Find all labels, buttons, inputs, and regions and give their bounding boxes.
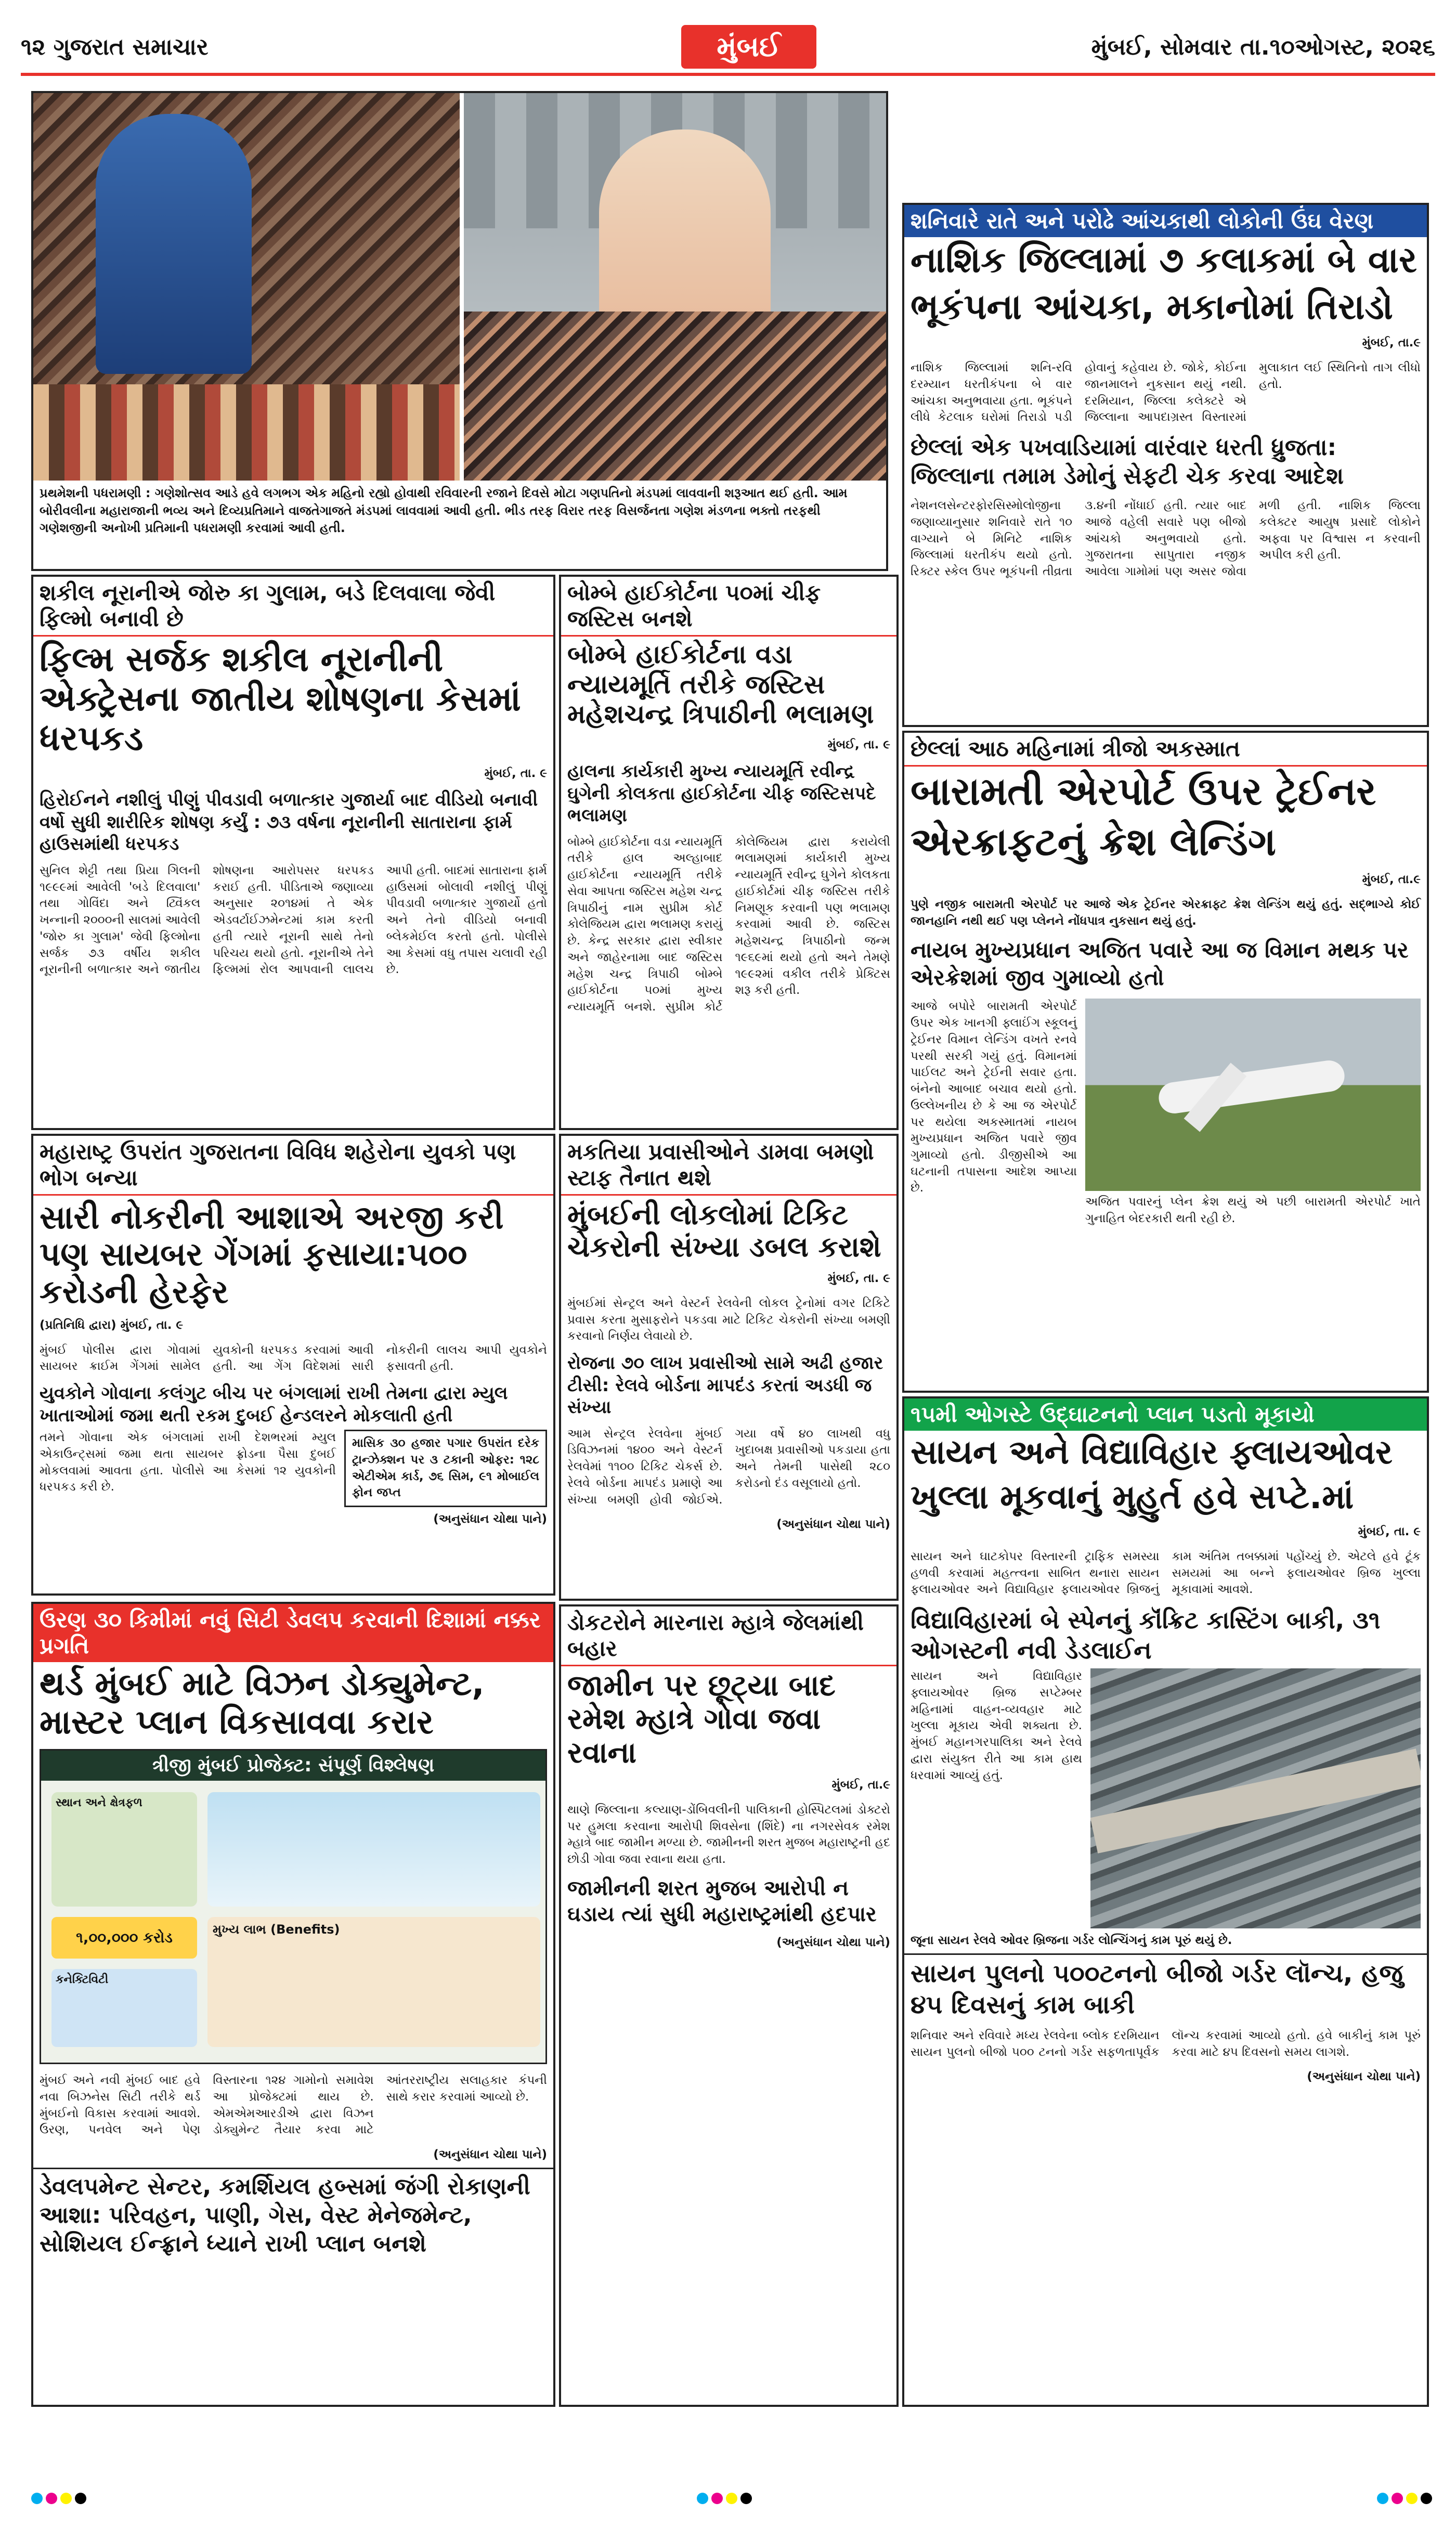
local-train-story bbox=[559, 1134, 899, 1601]
ganesh-photo-left bbox=[33, 93, 460, 481]
cyber-subhead: યુવકોને ગોવાના કલંગુટ બીચ પર બંગલામાં રાખી તેમના દ્વારા મ્યુલ ખાતાઓમાં જમા થતી રકમ દુબઈ હેન્ડલરને મોકલાતી હતી bbox=[40, 1383, 508, 1426]
local-body-2: આમ સેન્ટ્રલ રેલવેના મુંબઈ ડિવિઝનમાં ૧૪૦૦ અને વેસ્ટર્ન રેલવેમાં ૧૧૦૦ ટિકિટ ચેકર્સ છે. રેલવે બોર્ડના માપદંડ પ્રમાણે આ સંખ્યા બમણી હોવી જોઈએ. ગયા વર્ષે ૪૦ લાખથી વધુ ખુદાબક્ષ પ્રવાસીઓ પકડાયા હતા અને તેમની પાસેથી ૨૮૦ કરોડનો દંડ વસૂલાયો હતો. bbox=[567, 1427, 890, 1507]
page-header bbox=[21, 21, 1435, 76]
local-headline: મુંબઈની લોકલોમાં ટિકિટ ચેકરોની સંખ્યા ડબલ કરાશે bbox=[567, 1198, 881, 1264]
ganesh-photo-story bbox=[31, 91, 888, 571]
nashik-body: નાશિક જિલ્લામાં શનિ-રવિ દરમ્યાન ધરતીકંપના બે વાર આંચકા અનુભવાયા હતા. ભૂકંપને લીધે કેટલાક ઘરોમાં તિરાડો પડી હોવાનું કહેવાય છે. જોકે, કોઈના જાનમાલને નુકસાન થયું નથી. દરમિયાન, જિલ્લા કલેક્ટરે એ જિલ્લાના આપદાગ્રસ્ત વિસ્તારમાં મુલાકાત લઈ સ્થિતિનો તાગ લીધો હતો. bbox=[911, 361, 1421, 424]
sion-body: સાયન અને વિદ્યાવિહાર ફ્લાયઓવર બ્રિજ સપ્ટેમ્બર મહિનામાં વાહન-વ્યવહાર માટે ખુલ્લા મૂકાય એવી શક્યતા છે. મુંબઈ મહાનગરપાલિકા અને રેલવે દ્વારા સંયુક્ત રીતે આ કામ હાથ ધરવામાં આવ્યું હતું. bbox=[911, 1669, 1082, 1782]
shakeel-subhead: હિરોઈનને નશીલું પીણું પીવડાવી બળાત્કાર ગુજાર્યા બાદ વીડિયો બનાવી વર્ષો સુધી શારીરિક શોષણ કર્યું : ૭૩ વર્ષના નૂરાનીની સાતારાના ફાર્મ હાઉસમાંથી ધરપકડ bbox=[40, 789, 538, 855]
hc-body: બોમ્બે હાઈકોર્ટના વડા ન્યાયમૂર્તિ તરીકે હાલ અલ્હાબાદ હાઈકોર્ટના ન્યાયમૂર્તિ તરીકે સેવા આપતા જસ્ટિસ મહેશ ચન્દ્ર ત્રિપાઠીનું નામ સુપ્રીમ કોર્ટ કોલેજિયમ દ્વારા ભલામણ કરાયું છે. કેન્દ્ર સરકાર દ્વારા સ્વીકાર અને જાહેરનામા બાદ જસ્ટિસ મહેશ ચન્દ્ર ત્રિપાઠી બોમ્બે હાઈકોર્ટના ૫૦માં મુખ્ય ન્યાયમૂર્તિ બનશે. સુપ્રીમ કોર્ટ કોલેજિયમ દ્વારા કરાયેલી ભલામણમાં કાર્યકારી મુખ્ય ન્યાયમૂર્તિ રવીન્દ્ર ઘુગેને કોલકતા હાઈકોર્ટમાં ચીફ જસ્ટિસ તરીકે નિમણૂક કરવાની પણ ભલામણ કરવામાં આવી છે. જસ્ટિસ મહેશચન્દ્ર ત્રિપાઠીનો જન્મ ૧૯૬૯માં થયો હતો અને તેમણે ૧૯૯૨માં વકીલ તરીકે પ્રેક્ટિસ શરૂ કરી હતી. bbox=[567, 835, 890, 1014]
local-kicker: મકતિયા પ્રવાસીઓને ડામવા બમણો સ્ટાફ તૈનાત થશે bbox=[561, 1136, 896, 1196]
sion-subhead-2: સાયન પુલનો ૫૦૦ટનનો બીજો ગર્ડર લૉન્ચ, હજુ ૪૫ દિવસનું કામ બાકી bbox=[904, 1953, 1427, 2024]
baramati-lede: પુણે નજીક બારામતી એરપોર્ટ પર આજે એક ટ્રેઈનર એરક્રાફ્ટ ક્રેશ લેન્ડિંગ થયું હતું. સદ્‌ભાગ્યે કોઈ જાનહાનિ નથી થઈ પણ પ્લેનને નોંધપાત્ર નુકસાન થયું હતું. bbox=[911, 897, 1421, 928]
section-title: મુંબઈ bbox=[681, 25, 816, 69]
hc-subhead: હાલના કાર્યકારી મુખ્ય ન્યાયમૂર્તિ રવીન્દ્ર ઘુગેની કોલકતા હાઈકોર્ટના ચીફ જસ્ટિસપદે ભલામણ bbox=[567, 761, 876, 826]
cyber-headline: સારી નોકરીની આશાએ અરજી કરી પણ સાયબર ગેંગમાં ફસાયા:૫૦૦ કરોડની હેરફેર bbox=[40, 1198, 504, 1311]
sion-dateline: મુંબઈ, તા. ૯ bbox=[1358, 1525, 1421, 1539]
baramati-headline-2: એરક્રાફટનું ક્રેશ લેન્ડિંગ bbox=[911, 820, 1276, 865]
nashik-headline-1: નાશિક જિલ્લામાં ૭ કલાકમાં બે વાર bbox=[911, 240, 1418, 281]
hc-kicker: બોમ્બે હાઈકોર્ટના ૫૦માં ચીફ જસ્ટિસ બનશે bbox=[561, 577, 896, 637]
cyber-body-2: તમને ગોવાના એક બંગલામાં રાખી દેશભરમાં મ્યુલ એકાઉન્ટ્સમાં જમા થતા સાયબર ફ્રોડના પૈસા દુબઈ મોકલવામાં આવતા હતા. પોલીસે આ કેસમાં ૧૨ યુવકોની ધરપકડ કરી છે. bbox=[40, 1431, 336, 1494]
doctor-assault-story bbox=[559, 1604, 899, 2407]
sion-headline-2: ખુલ્લા મૂકવાનું મુહુર્ત હવે સપ્ટે.માં bbox=[911, 1478, 1354, 1517]
highcourt-story bbox=[559, 575, 899, 1130]
ganesh-caption: પ્રથમેશની પધરામણી : ગણેશોત્સવ આડે હવે લગભગ એક મહિનો રહ્યો હોવાથી રવિવારની રજાને દિવસે મોટા ગણપતિનો મંડપમાં લાવવાની શરૂઆત થઈ હતી. આમ બોરીવલીના મહારાજાની ભવ્ય અને દિવ્યપ્રતિમાને વાજતેગાજતે મંડપમાં લાવવામાં આવી હતી. ભીડ તરફ વિરાર તરફ વિસર્જનતા ગણેશ મંડળના ભક્તો તરફથી ગણેશજીની અનોખી પ્રતિમાની પધરામણી કરવામાં આવી હતી. bbox=[40, 486, 848, 536]
shakeel-body: સુનિલ શેટ્ટી તથા પ્રિયા ગિલની ૧૯૯૯માં આવેલી 'બડે દિલવાલા' તથા ગોવિંદા અને ટ્વિંકલ ખન્નાની ૨૦૦૦ની સાલમાં આવેલી 'જોરુ કા ગુલામ' જેવી ફિલ્મોના સર્જક ૭૩ વર્ષીય શકીલ નૂરાનીની બળાત્કાર અને જાતીય શોષણના આરોપસર ધરપકડ કરાઈ હતી. પીડિતાએ જણાવ્યા અનુસાર ૨૦૧૪માં તે એક એડવર્ટાઈઝમેન્ટમાં કામ કરતી હતી ત્યારે નૂરાની સાથે તેનો પરિચય થયો હતો. નૂરાનીએ તેને ફિલ્મમાં રોલ આપવાની લાલચ આપી હતી. બાદમાં સાતારાના ફાર્મ હાઉસમાં બોલાવી નશીલું પીણું પીવડાવી બળાત્કાર ગુજાર્યો હતો અને તેનો વીડિયો બનાવી બ્લેકમેઈલ કરતો હતો. પોલીસે આ કેસમાં વધુ તપાસ ચલાવી રહી છે. bbox=[40, 863, 547, 977]
third-mumbai-infographic bbox=[40, 1749, 547, 2064]
sion-headline-1: સાયન અને વિદ્યાવિહાર ફ્લાયઓવર bbox=[911, 1433, 1393, 1472]
nashik-story bbox=[902, 203, 1429, 727]
nashik-dateline: મુંબઈ, તા.૯ bbox=[1362, 336, 1421, 350]
doctor-subhead: જામીનની શરત મુજબ આરોપી ન ઘડાય ત્યાં સુધી મહારાષ્ટ્રમાંથી હદપાર bbox=[567, 1876, 877, 1926]
crowd-band-right bbox=[464, 312, 886, 481]
cyber-story bbox=[31, 1134, 555, 1596]
shakeel-dateline: મુંબઈ, તા. ૯ bbox=[484, 766, 547, 780]
infographic-map bbox=[51, 1792, 197, 1907]
sion-flyover-story bbox=[902, 1396, 1429, 2407]
baramati-body: આજે બપોરે બારામતી એરપોર્ટ ઉપર એક ખાનગી ફ્લાઈંગ સ્કૂલનું ટ્રેઈનર વિમાન લેન્ડિંગ વખતે રનવે પરથી સરકી ગયું હતું. વિમાનમાં પાઈલટ અને ટ્રેઈની સવાર હતા. બંનેનો આબાદ બચાવ થયો હતો. ઉલ્લેખનીય છે કે આ જ એરપોર્ટ પર થયેલા અકસ્માતમાં નાયબ મુખ્યપ્રધાન અજિત પવારે જીવ ગુમાવ્યો હતો. ડીજીસીએ આ ઘટનાની તપાસના આદેશ આપ્યા છે. bbox=[911, 1000, 1077, 1195]
cyber-continued: (અનુસંધાન ચોથા પાને) bbox=[433, 1512, 547, 1526]
nashik-headline-2: ભૂકંપના આંચકા, મકાનોમાં તિરાડો bbox=[911, 287, 1393, 328]
doctor-continued: (અનુસંધાન ચોથા પાને) bbox=[776, 1935, 890, 1949]
doctor-kicker: ડોકટરોને મારનારા મ્હાત્રે જેલમાંથી બહાર bbox=[561, 1606, 896, 1666]
page-number-paper-name: ૧૨ ગુજરાત સમાચાર bbox=[21, 34, 209, 60]
ganesh-photos bbox=[33, 93, 886, 481]
dateline: મુંબઈ, સોમવાર તા.૧૦ઓગસ્ટ, ૨૦૨૬ bbox=[1091, 34, 1435, 60]
nashik-body-2: નેશનલસેન્ટરફોરસિસ્મોલોજીના જણાવ્યાનુસાર શનિવારે રાતે ૧૦ વાગ્યાને બે મિનિટે નાશિક જિલ્લામાં ધરતીકંપ થયો હતો. રિક્ટર સ્કેલ ઉપર ભૂકંપની તીવ્રતા ૩.૪ની નોંધાઈ હતી. ત્યાર બાદ આજે વહેલી સવારે પણ બીજો આંચકો અનુભવાયો હતો. ગુજરાતના સાપુતારા નજીક આવેલા ગામોમાં પણ અસર જોવા મળી હતી. નાશિક જિલ્લા કલેક્ટર આયુષ પ્રસાદે લોકોને અફવા પર વિશ્વાસ ન કરવાની અપીલ કરી હતી. bbox=[911, 499, 1421, 578]
flyover-deck bbox=[1090, 1748, 1421, 1854]
hc-headline: બોમ્બે હાઈકોર્ટના વડા ન્યાયમૂર્તિ તરીકે જસ્ટિસ મહેશચન્દ્ર ત્રિપાઠીની ભલામણ bbox=[567, 639, 874, 729]
cyber-kicker: મહારાષ્ટ્ર ઉપરાંત ગુજરાતના વિવિધ શહેરોના યુવકો પણ ભોગ બન્યા bbox=[33, 1136, 553, 1196]
baramati-subhead: નાયબ મુખ્યપ્રધાન અજિત પવારે આ જ વિમાન મથક પર એરક્રેશમાં જીવ ગુમાવ્યો હતો bbox=[911, 937, 1409, 990]
local-continued: (અનુસંધાન ચોથા પાને) bbox=[776, 1518, 890, 1532]
nashik-subhead: છેલ્લાં એક પખવાડિયામાં વારંવાર ધરતી ધ્રુજતા: જિલ્લાના તમામ ડેમોનું સેફટી ચેક કરવા આદેશ bbox=[911, 434, 1344, 490]
registration-marks-center bbox=[697, 2493, 755, 2506]
doctor-body: થાણે જિલ્લાના કલ્યાણ-ડોંબિવલીની પાલિકાની હોસ્પિટલમાં ડોક્ટરો પર હુમલા કરવાના આરોપી શિવસેના (શિંદે) ના નગરસેવક રમેશ મ્હાત્રે બાદ જામીન મળ્યા છે. જામીનની શરત મુજબ મહારાષ્ટ્રની હદ છોડી ગોવા જવા રવાના થયા હતા. bbox=[567, 1803, 890, 1867]
baramati-photo-caption: અજિત પવારનું પ્લેન ક્રેશ થયું એ પછી બારામતી એરપોર્ટ ખાતે ગુનાહિત બેદરકારી થતી રહી છે. bbox=[1085, 1195, 1421, 1226]
doctor-dateline: મુંબઈ, તા.૯ bbox=[831, 1778, 890, 1792]
third-mumbai-story bbox=[31, 1602, 555, 2407]
infographic-skyline bbox=[207, 1792, 540, 1907]
shakeel-story bbox=[31, 575, 555, 1130]
local-subhead: રોજના ૭૦ લાખ પ્રવાસીઓ સામે અઢી હજાર ટીસી: રેલવે બોર્ડના માપદંડ કરતાં અડધી જ સંખ્યા bbox=[567, 1353, 883, 1418]
baramati-kicker: છેલ્લાં આઠ મહિનામાં ત્રીજો અકસ્માત bbox=[904, 733, 1427, 767]
sion-lede: સાયન અને ઘાટકોપર વિસ્તારની ટ્રાફિક સમસ્યા હળવી કરવામાં મહત્ત્વના સાબિત થનારા સાયન ફલાયઓવર અને વિદ્યાવિહાર ફલાયઓવર બ્રિજનું કામ અંતિમ તબક્કામાં પહોંચ્યું છે. એટલે હવે ટૂંક સમયમાં આ બન્ને ફલાયઓવર બ્રિજ ખુલ્લા મૂકાવામાં આવશે. bbox=[911, 1549, 1421, 1597]
local-body: મુંબઈમાં સેન્ટ્રલ અને વેસ્ટર્ન રેલવેની લોકલ ટ્રેનોમાં વગર ટિકિટે પ્રવાસ કરતા મુસાફરોને પકડવા માટે ટિકિટ ચેકરોની સંખ્યા બમણી કરવાનો નિર્ણય લેવાયો છે. bbox=[567, 1296, 890, 1343]
infographic-connectivity: કનેક્ટિવિટી bbox=[51, 1969, 197, 2047]
plane-fuselage bbox=[1157, 1059, 1347, 1116]
third-continued: (અનુસંધાન ચોથા પાને) bbox=[433, 2148, 547, 2162]
baramati-story bbox=[902, 731, 1429, 1393]
shakeel-headline: ફિલ્મ સર્જક શકીલ નૂરાનીની એક્ટ્રેસના જાતીય શોષણના કેસમાં ધરપકડ bbox=[40, 639, 521, 758]
nashik-kicker: શનિવારે રાતે અને પરોઢે આંચકાથી લોકોની ઉંઘ વેરણ bbox=[904, 205, 1427, 237]
hc-dateline: મુંબઈ, તા. ૯ bbox=[827, 737, 890, 751]
sion-photo-caption: જૂના સાયન રેલવે ઓવર બ્રિજના ગર્ડર લોન્ચિંગનું કામ પૂરું થયું છે. bbox=[911, 1934, 1232, 1948]
third-headline: થર્ડ મુંબઈ માટે વિઝન ડોક્યુમેન્ટ, માસ્ટર પ્લાન વિકસાવવા કરાર bbox=[40, 1665, 485, 1742]
crowd-band bbox=[33, 384, 460, 481]
shakeel-kicker: શકીલ નૂરાનીએ જોરુ કા ગુલામ, બડે દિલવાલા જેવી ફિલ્મો બનાવી છે bbox=[33, 577, 553, 637]
sion-kicker: ૧૫મી ઓગસ્ટે ઉદ્‌ઘાટનનો પ્લાન પડતો મૂકાયો bbox=[904, 1398, 1427, 1431]
infographic-investment: ૧,૦૦,૦૦૦ કરોડ bbox=[51, 1917, 197, 1959]
ganesh-idol-blue bbox=[96, 114, 252, 374]
plane-photo bbox=[1085, 999, 1421, 1191]
registration-marks-left bbox=[31, 2493, 89, 2506]
registration-marks-right bbox=[1377, 2493, 1435, 2506]
sion-continued: (અનુસંધાન ચોથા પાને) bbox=[1307, 2070, 1421, 2084]
cyber-factbox: માસિક ૩૦ હજાર પગાર ઉપરાંત દરેક ટ્રાન્ઝેક્શન પર ૩ ટકાની ઓફર: ૧૨૮ એટીએમ કાર્ડ, ૭૬ સિમ, ૯૧ મોબાઈલ ફોન જપ્ત bbox=[344, 1430, 547, 1507]
infographic-title: ત્રીજી મુંબઈ પ્રોજેક્ટ: સંપૂર્ણ વિશ્લેષણ bbox=[41, 1751, 545, 1781]
cyber-dateline: (પ્રતિનિધિ દ્વારા) મુંબઈ, તા. ૯ bbox=[40, 1318, 184, 1332]
ganesh-photo-right bbox=[464, 93, 886, 481]
sion-body-2: શનિવાર અને રવિવારે મધ્ય રેલવેના બ્લોક દરમિયાન સાયન પુલનો બીજો ૫૦૦ ટનનો ગર્ડર સફળતાપૂર્વક લૉન્ચ કરવામાં આવ્યો હતો. હવે બાકીનું કામ પૂરું કરવા માટે ૪૫ દિવસનો સમય લાગશે. bbox=[911, 2028, 1421, 2059]
third-subhead: ડેવલપમેન્ટ સેન્ટર, કમર્શિયલ હબ્સમાં જંગી રોકાણની આશા: પરિવહન, પાણી, ગેસ, વેસ્ટ મેનેજમેન્ટ, સોશિયલ ઈન્ફ્રાને ધ્યાને રાખી પ્લાન બનશે bbox=[33, 2168, 553, 2261]
doctor-headline: જામીન પર છૂટ્યા બાદ રમેશ મ્હાત્રે ગોવા જવા રવાના bbox=[567, 1669, 836, 1770]
baramati-headline-1: બારામતી એરપોર્ટ ઉપર ટ્રેઈનર bbox=[911, 769, 1376, 814]
local-dateline: મુંબઈ, તા. ૯ bbox=[827, 1272, 890, 1286]
sion-subhead: વિદ્યાવિહારમાં બે સ્પેનનું કૉંક્રિટ કાસ્ટિંગ બાકી, ૩૧ ઓગસ્ટની નવી ડેડલાઈન bbox=[911, 1606, 1381, 1664]
infographic-label-location: સ્થાન અને ક્ષેત્રફળ bbox=[56, 1796, 142, 1810]
infographic-benefits: મુખ્ય લાભ (Benefits) bbox=[207, 1917, 540, 2047]
third-body: મુંબઈ અને નવી મુંબઈ બાદ હવે નવા બિઝનેસ સિટી તરીકે થર્ડ મુંબઈનો વિકાસ કરવામાં આવશે. ઉરણ, પનવેલ અને પેણ વિસ્તારના ૧૨૪ ગામોનો સમાવેશ આ પ્રોજેક્ટમાં થાય છે. એમએમઆરડીએ દ્વારા વિઝન ડોક્યુમેન્ટ તૈયાર કરવા માટે આંતરરાષ્ટ્રીય સલાહકાર કંપની સાથે કરાર કરવામાં આવ્યો છે. bbox=[40, 2074, 547, 2137]
cyber-body: મુંબઈ પોલીસ દ્વારા ગોવામાં સાયબર ક્રાઈમ ગેંગમાં સામેલ યુવકોની ધરપકડ કરવામાં આવી હતી. આ ગેંગ વિદેશમાં સારી નોકરીની લાલચ આપી યુવકોને ફસાવતી હતી. bbox=[40, 1343, 547, 1373]
baramati-dateline: મુંબઈ, તા.૯ bbox=[1362, 873, 1421, 887]
flyover-photo bbox=[1090, 1668, 1421, 1928]
third-kicker: ઉરણ ૩૦ કિમીમાં નવું સિટી ડેવલપ કરવાની દિશામાં નક્કર પ્રગતિ bbox=[33, 1604, 553, 1662]
